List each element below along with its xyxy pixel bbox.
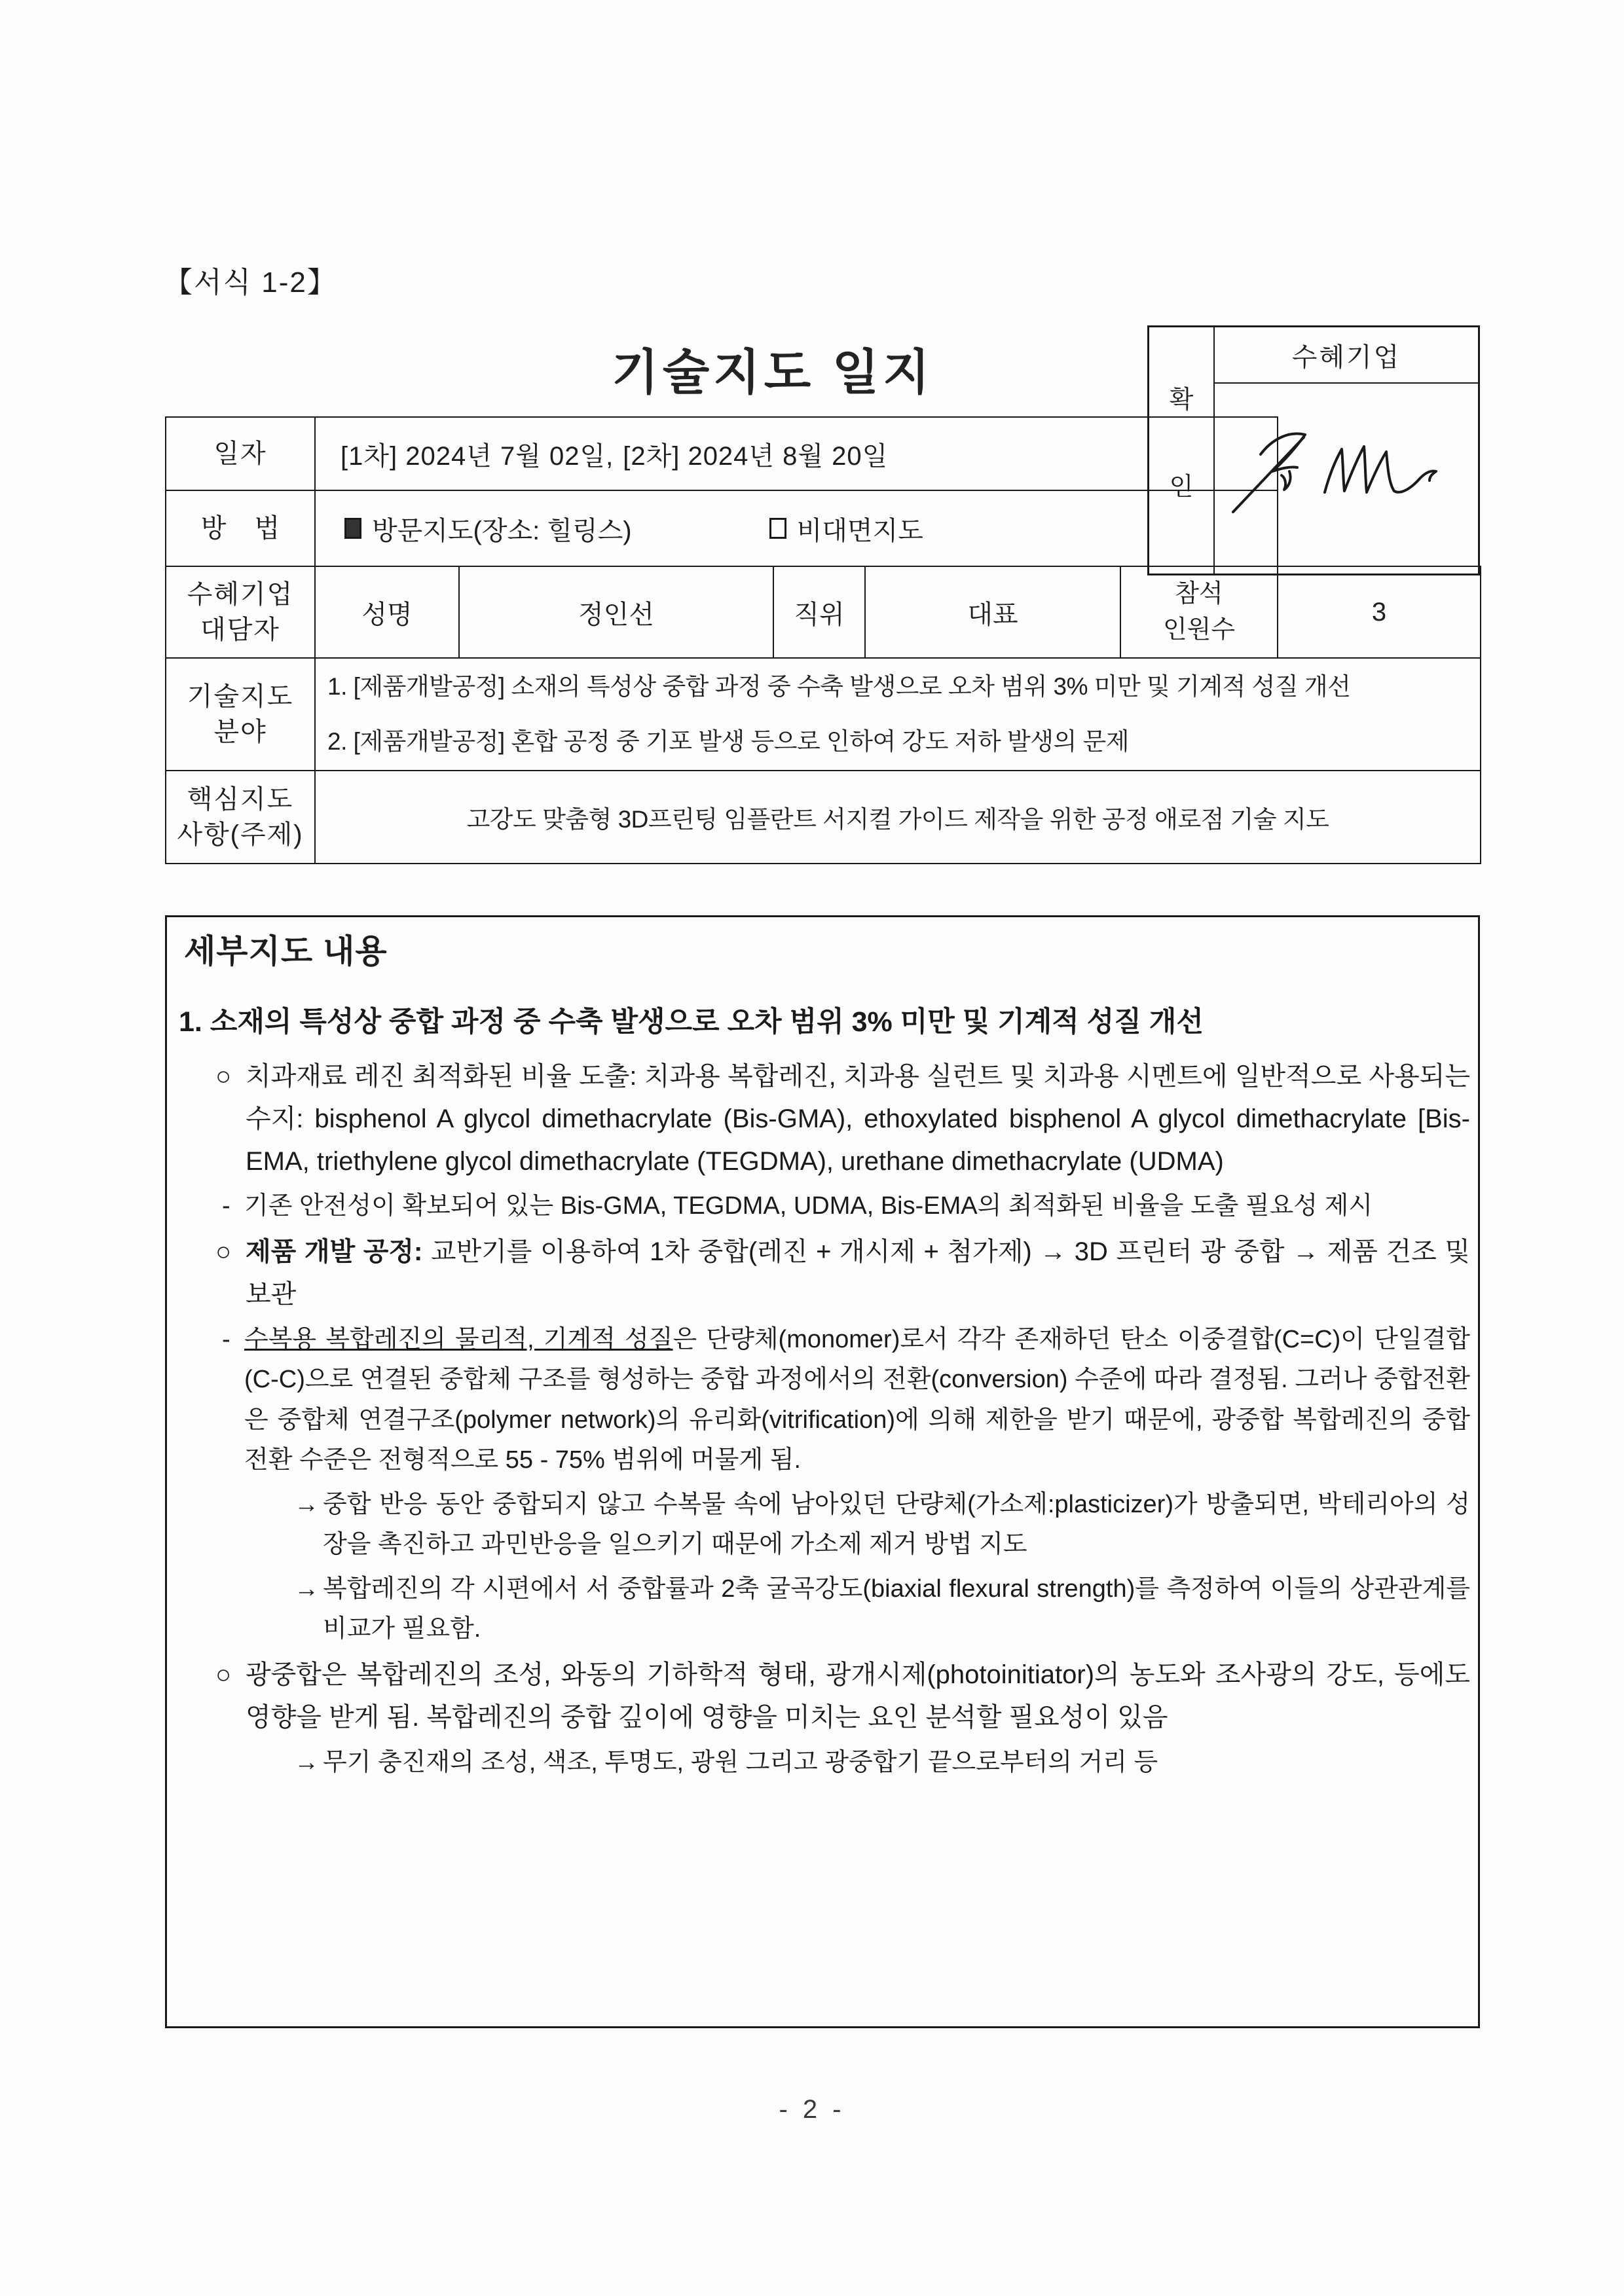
checkbox-visit-guidance[interactable] [344, 518, 361, 539]
name-label: 성명 [315, 566, 459, 658]
date-value-cell [315, 417, 1278, 490]
field-item-1: 1. [제품개발공정] 소재의 특성상 중합 과정 중 수축 발생으로 오차 범위 3% 미만 및 기계적 성질 개선 [327, 672, 1351, 700]
table-row-person [166, 566, 1481, 658]
date-value-second: [2차] 2024년 8월 20일 [623, 441, 889, 471]
field-label [166, 658, 315, 771]
detail-content [167, 980, 1482, 1787]
bullet-text-underlined: 수복용 복합레진의 물리적, 기계적 성질 [244, 1325, 673, 1353]
section-1-title: 1. 소재의 특성상 중합 과정 중 수축 발생으로 오차 범위 3% 미만 및 기계적 성질 개선 [179, 1006, 1204, 1038]
confirm-company-header: 수혜기업 [1215, 327, 1478, 384]
field-label-line2: 분야 [213, 718, 267, 746]
bullet-item [176, 1320, 1470, 1481]
method-label: 방 법 [166, 490, 315, 566]
attendee-count-label-line2: 인원수 [1162, 616, 1236, 644]
bullet-text [244, 1320, 1470, 1481]
bullet-marker: - [222, 1325, 231, 1353]
field-item-2: 2. [제품개발공정] 혼합 공정 중 기포 발생 등으로 인하여 강도 저하 발생의 문제 [327, 728, 1130, 755]
bullet-text: 치과재료 레진 최적화된 비율 도출: 치과용 복합레진, 치과용 실런트 및 치과용 시멘트에 일반적으로 사용되는 수지: bisphenol A glycol dimethacrylate (Bis-GMA), ethoxylated bisphenol A glycol dimethacrylate [Bis-EMA, triethylene glycol dimethacrylate (TEGDMA), urethane dimethacrylate (UDMA) [246, 1062, 1470, 1176]
bullet-item [176, 1654, 1470, 1739]
person-label [166, 566, 315, 658]
checkbox-remote-guidance[interactable] [769, 518, 786, 539]
bullet-text-rest: 교반기를 이용하여 1차 중합(레진 + 개시제 + 첨가제) → 3D 프린터 광 중합 → 제품 건조 및 보관 [246, 1237, 1470, 1309]
bullet-text: 복합레진의 각 시편에서 서 중합률과 2축 굴곡강도(biaxial flexural strength)를 측정하여 이들의 상관관계를 비교가 필요함. [323, 1575, 1470, 1643]
detail-content-box [165, 915, 1480, 2028]
table-row-subject [166, 771, 1481, 864]
table-row-field [166, 658, 1481, 771]
bullet-text [246, 1231, 1470, 1316]
field-value-cell [315, 658, 1481, 771]
name-value: 정인선 [459, 566, 773, 658]
attendee-count-value: 3 [1278, 566, 1481, 658]
bullet-item [176, 1231, 1470, 1316]
method-options [316, 510, 1277, 547]
bullet-item [176, 1485, 1470, 1565]
subject-label [166, 771, 315, 864]
bullet-text-rest: 은 단량체(monomer)로서 각각 존재하던 탄소 이중결합(C=C)이 단일결합(C-C)으로 연결된 중합체 구조를 형성하는 중합 과정에서의 전환(conversion) 수준에 따라 결정됨. 그러나 중합전환은 중합체 연결구조(polymer network)의 유리화(vitrification)에 의해 제한을 받기 때문에, 광중합 복합레진의 중합전환 수준은 전형적으로 55 - 75% 범위에 머물게 됨. [244, 1325, 1470, 1474]
confirm-label-top: 확 [1169, 386, 1194, 414]
subject-label-line1: 핵심지도 [187, 785, 294, 814]
bullet-item [176, 1055, 1470, 1182]
bullet-marker: ○ [215, 1660, 232, 1689]
subject-value: 고강도 맞춤형 3D프린팅 임플란트 서지컬 가이드 제작을 위한 공정 애로점 기술 지도 [315, 771, 1481, 864]
page-title: 기술지도 일지 [612, 345, 934, 399]
bullet-marker: ○ [215, 1062, 232, 1091]
info-table [165, 416, 1481, 864]
confirm-label-bottom: 인 [1169, 473, 1194, 501]
bullet-marker: → [294, 1748, 319, 1776]
bullet-marker: → [294, 1490, 319, 1518]
bullet-item [176, 1186, 1470, 1227]
person-label-line2: 대담자 [200, 615, 280, 644]
bullet-text-bold: 제품 개발 공정: [246, 1237, 423, 1266]
subject-label-line2: 사항(주제) [177, 820, 304, 849]
form-tag: 【서식 1-2】 [164, 266, 337, 299]
field-label-line1: 기술지도 [187, 682, 294, 711]
table-row-date [166, 417, 1481, 490]
date-value [316, 435, 1277, 473]
method-option-1-label: 방문지도(장소: 힐링스) [372, 516, 632, 545]
attendee-count-label [1120, 566, 1278, 658]
bullet-text: 기존 안전성이 확보되어 있는 Bis-GMA, TEGDMA, UDMA, Bis-EMA의 최적화된 비율을 도출 필요성 제시 [244, 1192, 1373, 1220]
position-label: 직위 [773, 566, 865, 658]
confirm-spacer [1278, 417, 1481, 566]
bullet-text: 광중합은 복합레진의 조성, 와동의 기하학적 형태, 광개시제(photoinitiator)의 농도와 조사광의 강도, 등에도 영향을 받게 됨. 복합레진의 중합 깊이에 영향을 미치는 요인 분석할 필요성이 있음 [246, 1660, 1470, 1732]
date-value-first: [1차] 2024년 7월 02일, [341, 441, 614, 471]
bullet-text: 무기 충진재의 조성, 색조, 투명도, 광원 그리고 광중합기 끝으로부터의 거리 등 [323, 1748, 1158, 1776]
date-label: 일자 [166, 417, 315, 490]
person-label-line1: 수혜기업 [187, 580, 294, 609]
method-value-cell [315, 490, 1278, 566]
detail-heading: 세부지도 내용 [184, 933, 388, 970]
bullet-marker: - [222, 1192, 231, 1220]
bullet-item [176, 1569, 1470, 1650]
position-value: 대표 [865, 566, 1120, 658]
bullet-text: 중합 반응 동안 중합되지 않고 수복물 속에 남아있던 단량체(가소제:plasticizer)가 방출되면, 박테리아의 성장을 촉진하고 과민반응을 일으키기 때문에 가소제 제거 방법 지도 [323, 1490, 1470, 1559]
method-option-2-label: 비대면지도 [796, 516, 923, 545]
attendee-count-label-line1: 참석 [1175, 579, 1223, 608]
bullet-marker: ○ [215, 1237, 232, 1266]
page-number: - 2 - [779, 2095, 845, 2124]
bullet-marker: → [294, 1575, 319, 1603]
bullet-item [176, 1743, 1470, 1783]
